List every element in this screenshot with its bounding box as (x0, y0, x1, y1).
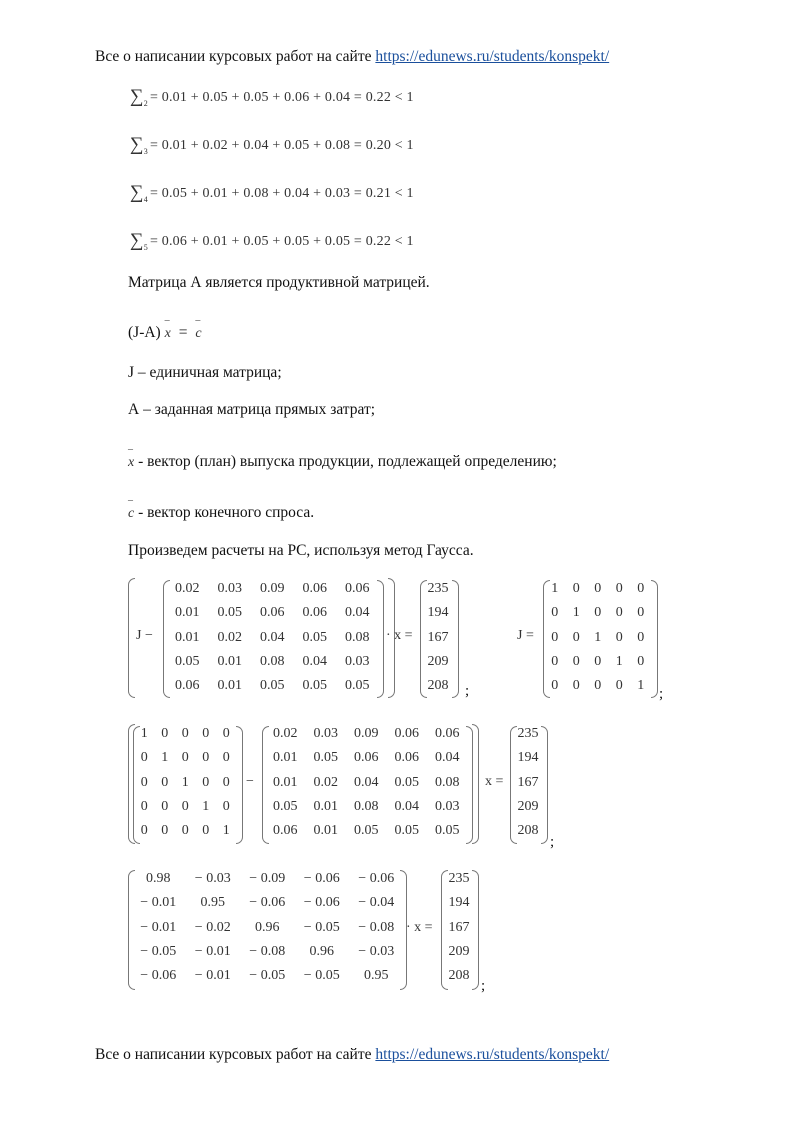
matrix-row (166, 674, 379, 698)
vector-c (514, 722, 542, 843)
matrix-cell: 0.95 (200, 895, 225, 911)
matrix-row (131, 916, 404, 940)
c-vector-symbol: – c (195, 326, 201, 342)
matrix-cell: 0 (637, 581, 645, 596)
matrix-cell: 0.01 (217, 653, 242, 669)
matrix-cell: 1 (637, 678, 645, 694)
sum-row-5 (130, 229, 414, 251)
matrix-row (424, 626, 452, 650)
minus-sign: − (246, 774, 254, 789)
matrix-cell: − 0.01 (194, 943, 231, 959)
j-equals-label: J = (517, 628, 534, 643)
matrix-row (131, 891, 404, 915)
vector-c (445, 867, 473, 988)
matrix-cell: 1 (140, 726, 148, 741)
matrix-row (166, 577, 379, 601)
sigma-symbol: ∑ (130, 182, 144, 203)
matrix-cell: 0 (615, 605, 623, 621)
matrix-row (134, 795, 237, 819)
matrix-cell: − 0.08 (358, 919, 395, 935)
matrix-cell: 194 (427, 605, 449, 621)
matrix-cell: 209 (427, 653, 449, 669)
matrix-cell: 0.01 (273, 750, 298, 766)
sum-row-3 (130, 133, 414, 155)
matrix-cell: 0.06 (394, 750, 419, 766)
bracket-right (472, 870, 479, 990)
sigma-subscript: 5 (143, 243, 148, 252)
semicolon: ; (550, 834, 555, 850)
matrix-cell: 0 (594, 581, 602, 596)
matrix-cell: 209 (448, 943, 470, 959)
sigma-subscript: 2 (143, 99, 148, 108)
j-definition: J – единичная матрица; (128, 364, 282, 381)
matrix-cell: 0 (140, 798, 148, 814)
matrix-cell: 0 (161, 726, 169, 741)
matrix-cell: 0 (637, 629, 645, 645)
matrix-cell: 0.04 (394, 798, 419, 814)
matrix-row (445, 940, 473, 964)
matrix-row (265, 819, 468, 843)
matrix-row (445, 964, 473, 988)
matrix-cell: 1 (202, 798, 210, 814)
matrix-cell: 0.04 (260, 629, 285, 645)
matrix-row (514, 771, 542, 795)
outer-paren-left (128, 578, 135, 698)
matrix-cell: 0.02 (217, 629, 242, 645)
dot-x-equals: · x = (406, 920, 433, 935)
matrix-cell: 0 (572, 629, 580, 645)
matrix-row (166, 650, 379, 674)
matrix-a (265, 722, 468, 843)
matrix-cell: 0 (222, 774, 230, 790)
matrix-cell: 0 (140, 750, 148, 766)
page-header (95, 48, 609, 66)
matrix-cell: − 0.02 (194, 919, 231, 935)
matrix-cell: 0.04 (354, 774, 379, 790)
matrix-j-minus-a (131, 867, 404, 988)
matrix-row (445, 916, 473, 940)
matrix-cell: 0.05 (302, 629, 327, 645)
matrix-cell: 0 (572, 653, 580, 669)
matrix-cell: − 0.06 (140, 968, 177, 984)
matrix-cell: − 0.05 (140, 943, 177, 959)
sigma-subscript: 3 (143, 147, 148, 156)
matrix-cell: 0 (615, 581, 623, 596)
matrix-cell: 0 (637, 653, 645, 669)
matrix-cell: 1 (615, 653, 623, 669)
matrix-cell: − 0.04 (358, 895, 395, 911)
matrix-cell: 0.02 (313, 774, 338, 790)
matrix-row (166, 626, 379, 650)
matrix-cell: 208 (448, 968, 470, 984)
matrix-cell: 0.05 (273, 798, 298, 814)
matrix-cell: 0 (161, 774, 169, 790)
matrix-cell: 0.05 (313, 750, 338, 766)
sigma-subscript: 4 (143, 195, 148, 204)
matrix-cell: 0.06 (273, 823, 298, 839)
matrix-cell: 0 (615, 629, 623, 645)
main-equation (128, 324, 202, 342)
matrix-row (424, 577, 452, 601)
matrix-cell: 0 (181, 726, 189, 741)
matrix-cell: 0.08 (354, 798, 379, 814)
j-minus-label: J − (136, 628, 153, 643)
matrix-row (265, 722, 468, 746)
matrix-cell: − 0.06 (249, 895, 286, 911)
matrix-cell: 0 (181, 798, 189, 814)
matrix-cell: 0.08 (345, 629, 370, 645)
matrix-cell: 0 (222, 750, 230, 766)
matrix-cell: 167 (517, 774, 539, 790)
sigma-symbol: ∑ (130, 134, 144, 155)
matrix-cell: 0.04 (345, 605, 370, 621)
eq-equals: = (178, 324, 188, 341)
footer-link[interactable]: https://edunews.ru/students/konspekt/ (375, 1046, 610, 1063)
matrix-cell: 1 (161, 750, 169, 766)
matrix-cell: 1 (551, 581, 559, 596)
matrix-row (265, 771, 468, 795)
matrix-cell: 0.05 (394, 823, 419, 839)
matrix-cell: 0 (222, 726, 230, 741)
matrix-row (544, 601, 652, 625)
matrix-cell: 0 (572, 678, 580, 694)
matrix-row (131, 867, 404, 891)
matrix-cell: 1 (181, 774, 189, 790)
matrix-identity (134, 722, 237, 843)
matrix-row (131, 940, 404, 964)
matrix-cell: 0.06 (302, 581, 327, 596)
matrix-cell: 167 (427, 629, 449, 645)
sum-row-2 (130, 85, 414, 107)
matrix-cell: 235 (427, 581, 449, 596)
matrix-cell: 0.03 (435, 798, 460, 814)
matrix-cell: 0 (551, 653, 559, 669)
matrix-cell: 0.06 (354, 750, 379, 766)
matrix-row (514, 819, 542, 843)
matrix-row (166, 601, 379, 625)
matrix-cell: 0.96 (309, 943, 334, 959)
matrix-row (134, 746, 237, 770)
matrix-cell: 0.01 (313, 823, 338, 839)
matrix-cell: − 0.08 (249, 943, 286, 959)
matrix-cell: 1 (222, 823, 230, 839)
header-text: Все о написании курсовых работ на сайте (95, 48, 372, 65)
matrix-cell: 0 (551, 629, 559, 645)
matrix-row (424, 674, 452, 698)
c-definition-text: - вектор конечного спроса. (138, 504, 315, 521)
c-definition (128, 504, 314, 522)
matrix-cell: 0 (572, 581, 580, 596)
matrix-row (131, 964, 404, 988)
matrix-cell: − 0.01 (140, 919, 177, 935)
matrix-cell: − 0.03 (194, 871, 231, 886)
x-equals: x = (485, 774, 504, 789)
matrix-cell: 0 (637, 605, 645, 621)
bracket-right (651, 580, 658, 698)
matrix-cell: − 0.05 (303, 968, 340, 984)
semicolon: ; (659, 686, 664, 702)
matrix-cell: 0.08 (435, 774, 460, 790)
gauss-statement: Произведем расчеты на PC, используя метод Гаусса. (128, 542, 474, 559)
matrix-cell: 0.05 (260, 678, 285, 694)
matrix-row (514, 746, 542, 770)
matrix-cell: − 0.09 (249, 871, 286, 886)
matrix-cell: 0.02 (273, 726, 298, 741)
matrix-row (424, 601, 452, 625)
matrix-cell: 0.05 (217, 605, 242, 621)
matrix-cell: 194 (448, 895, 470, 911)
matrix-a (166, 577, 379, 698)
matrix-cell: 235 (448, 871, 470, 886)
bracket-right (377, 580, 384, 698)
matrix-cell: 0 (551, 678, 559, 694)
bracket-right (452, 580, 459, 698)
sum-expression: = 0.06 + 0.01 + 0.05 + 0.05 + 0.05 = 0.22 < 1 (149, 234, 414, 249)
matrix-cell: 0.01 (273, 774, 298, 790)
matrix-cell: 0.05 (302, 678, 327, 694)
matrix-cell: 0 (594, 678, 602, 694)
matrix-cell: 208 (517, 823, 539, 839)
matrix-row (424, 650, 452, 674)
matrix-cell: 0.09 (260, 581, 285, 596)
dot-x-equals: · x = (386, 628, 413, 643)
matrix-row (544, 650, 652, 674)
matrix-identity (544, 577, 652, 698)
matrix-cell: 1 (594, 629, 602, 645)
matrix-cell: 235 (517, 726, 539, 741)
matrix-cell: 0.08 (260, 653, 285, 669)
matrix-cell: 0 (202, 726, 210, 741)
matrix-row (265, 746, 468, 770)
matrix-cell: 0.06 (260, 605, 285, 621)
matrix-cell: 0.03 (217, 581, 242, 596)
matrix-cell: 0.05 (394, 774, 419, 790)
matrix-cell: 0 (140, 774, 148, 790)
bracket-right (541, 726, 548, 844)
matrix-cell: − 0.05 (303, 919, 340, 935)
matrix-cell: − 0.01 (140, 895, 177, 911)
matrix-cell: 0 (161, 798, 169, 814)
matrix-row (544, 674, 652, 698)
matrix-cell: 0.96 (255, 919, 280, 935)
matrix-cell: 0 (161, 823, 169, 839)
matrix-row (445, 891, 473, 915)
matrix-cell: 0 (140, 823, 148, 839)
matrix-cell: 0.06 (435, 726, 460, 741)
sum-expression: = 0.01 + 0.05 + 0.05 + 0.06 + 0.04 = 0.22 < 1 (149, 90, 414, 105)
matrix-cell: − 0.03 (358, 943, 395, 959)
matrix-cell: 0 (594, 653, 602, 669)
sigma-symbol: ∑ (130, 86, 144, 107)
matrix-cell: 1 (572, 605, 580, 621)
matrix-cell: 167 (448, 919, 470, 935)
matrix-cell: 0.04 (435, 750, 460, 766)
x-vector-symbol: – x (165, 326, 171, 342)
x-vector-symbol: – x (128, 455, 134, 471)
matrix-cell: 0 (202, 750, 210, 766)
x-definition-text: - вектор (план) выпуска продукции, подлежащей определению; (138, 453, 557, 470)
header-link[interactable]: https://edunews.ru/students/konspekt/ (375, 48, 610, 65)
sum-row-4 (130, 181, 414, 203)
matrix-row (514, 795, 542, 819)
vector-c (424, 577, 452, 698)
sigma-symbol: ∑ (130, 230, 144, 251)
matrix-cell: 0.06 (394, 726, 419, 741)
matrix-cell: 0.01 (175, 629, 200, 645)
matrix-cell: 0.01 (313, 798, 338, 814)
matrix-row (134, 771, 237, 795)
matrix-cell: 0 (551, 605, 559, 621)
matrix-row (134, 722, 237, 746)
matrix-cell: 208 (427, 678, 449, 694)
matrix-cell: 0 (202, 774, 210, 790)
x-definition (128, 453, 557, 471)
matrix-cell: 0 (222, 798, 230, 814)
matrix-cell: 209 (517, 798, 539, 814)
matrix-cell: 0.06 (175, 678, 200, 694)
matrix-cell: 0.05 (345, 678, 370, 694)
matrix-cell: 0.06 (345, 581, 370, 596)
matrix-cell: − 0.06 (303, 895, 340, 911)
matrix-row (265, 795, 468, 819)
matrix-cell: 194 (517, 750, 539, 766)
matrix-cell: − 0.01 (194, 968, 231, 984)
matrix-cell: 0.01 (175, 605, 200, 621)
matrix-cell: 0.01 (217, 678, 242, 694)
sum-expression: = 0.01 + 0.02 + 0.04 + 0.05 + 0.08 = 0.20 < 1 (149, 138, 414, 153)
matrix-cell: 0.98 (146, 871, 171, 886)
sum-expression: = 0.05 + 0.01 + 0.08 + 0.04 + 0.03 = 0.21 < 1 (149, 186, 414, 201)
matrix-row (544, 577, 652, 601)
matrix-cell: 0.03 (313, 726, 338, 741)
matrix-cell: 0.09 (354, 726, 379, 741)
matrix-cell: − 0.06 (358, 871, 395, 886)
matrix-cell: 0.03 (345, 653, 370, 669)
matrix-cell: 0.06 (302, 605, 327, 621)
matrix-row (445, 867, 473, 891)
eq-left: (J-A) (128, 324, 161, 341)
matrix-cell: 0.05 (175, 653, 200, 669)
matrix-cell: 0 (202, 823, 210, 839)
page-footer (95, 1046, 609, 1064)
outer-paren-right (472, 724, 479, 844)
a-definition: А – заданная матрица прямых затрат; (128, 401, 376, 418)
semicolon: ; (465, 683, 470, 699)
productive-statement: Матрица А является продуктивной матрицей. (128, 274, 430, 291)
bracket-right (236, 726, 243, 844)
matrix-cell: 0 (615, 678, 623, 694)
matrix-cell: 0.95 (364, 968, 389, 984)
matrix-cell: 0 (594, 605, 602, 621)
matrix-row (134, 819, 237, 843)
matrix-cell: 0.05 (435, 823, 460, 839)
matrix-cell: 0.05 (354, 823, 379, 839)
footer-text: Все о написании курсовых работ на сайте (95, 1046, 372, 1063)
semicolon: ; (481, 978, 486, 994)
matrix-row (544, 626, 652, 650)
matrix-row (514, 722, 542, 746)
matrix-cell: 0.02 (175, 581, 200, 596)
matrix-cell: 0.04 (302, 653, 327, 669)
c-vector-symbol: – c (128, 506, 134, 522)
matrix-cell: − 0.05 (249, 968, 286, 984)
matrix-cell: − 0.06 (303, 871, 340, 886)
matrix-cell: 0 (181, 823, 189, 839)
matrix-cell: 0 (181, 750, 189, 766)
